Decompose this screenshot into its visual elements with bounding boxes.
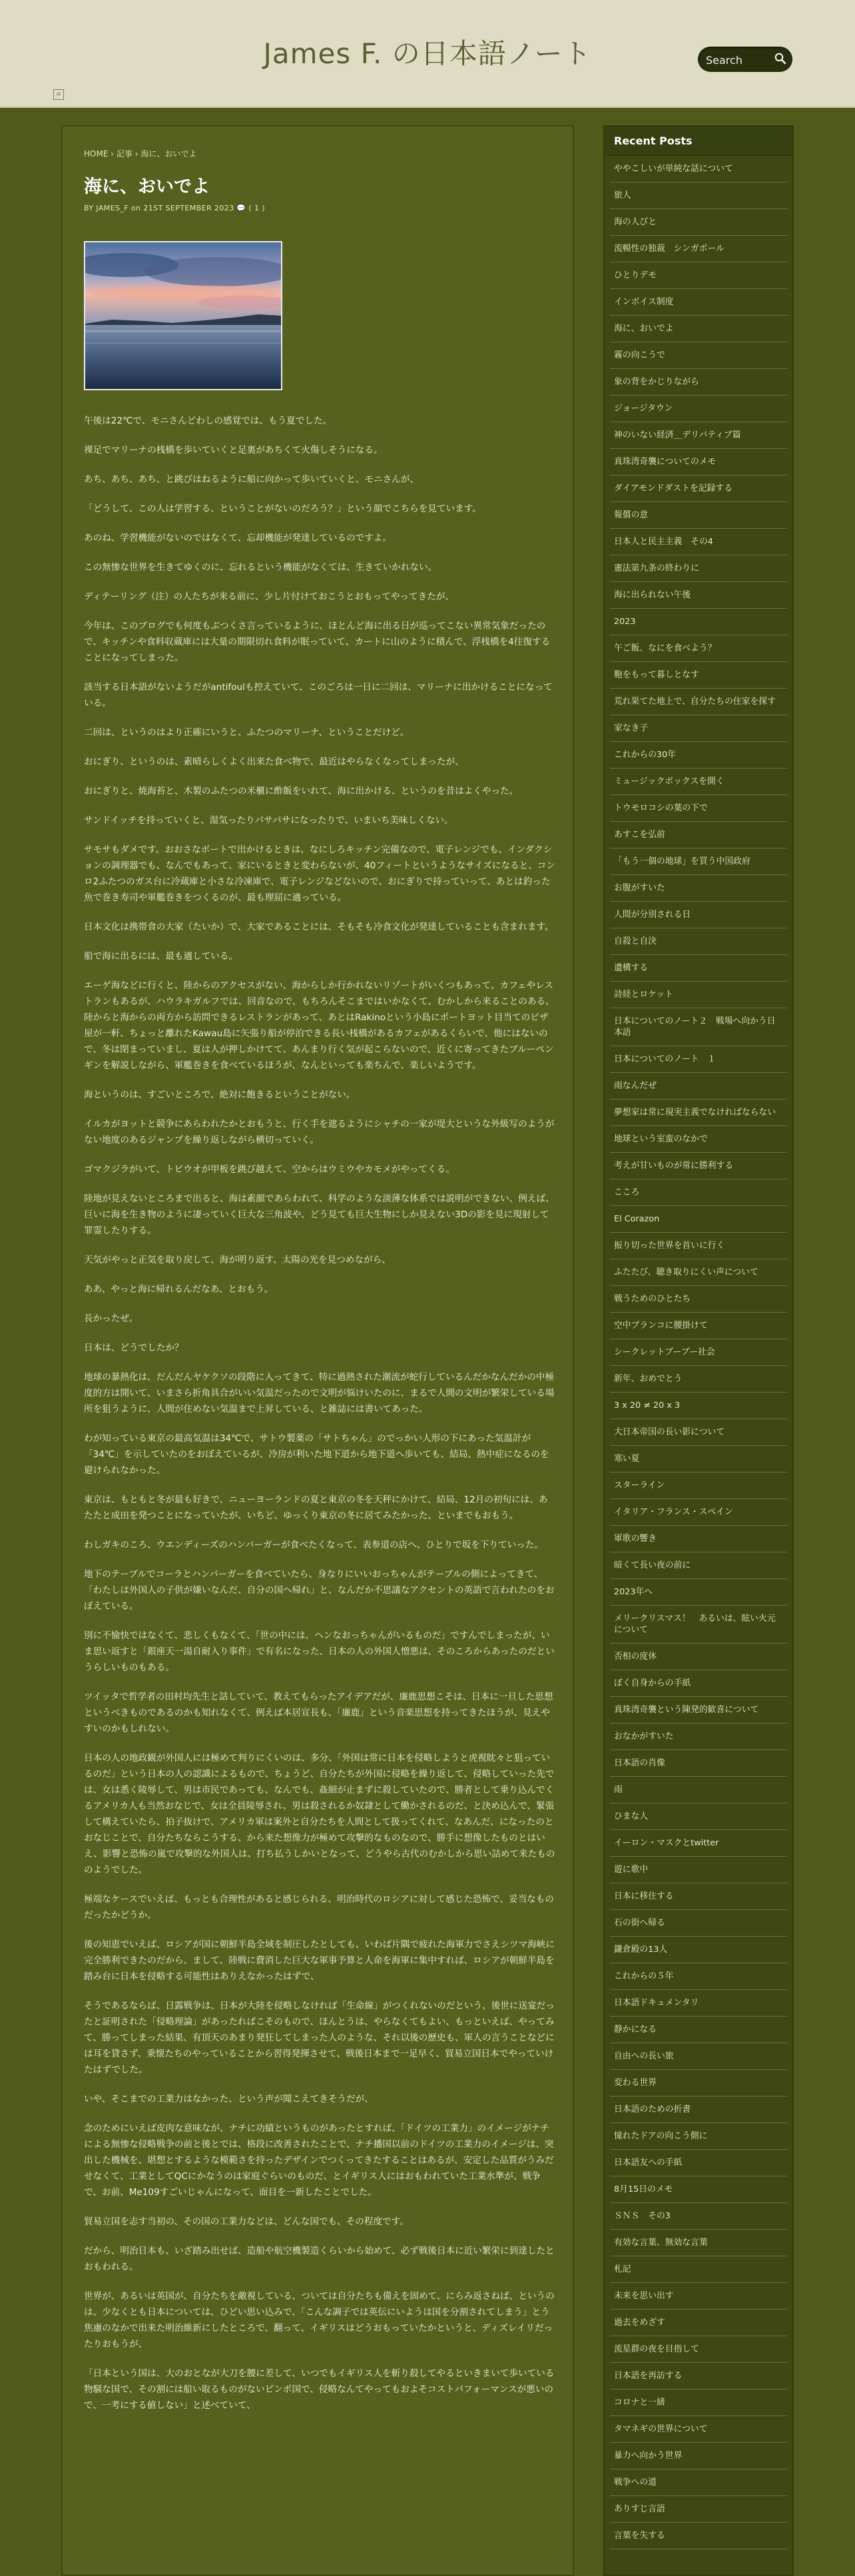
recent-posts-list (605, 156, 792, 2549)
recent-post-link[interactable]: 日本についてのノート １ (610, 1046, 787, 1073)
recent-post-link[interactable]: 暴力へ向かう世界 (610, 2443, 787, 2469)
post-paragraph: 船で海に出るには、最も適している。 (84, 951, 238, 962)
recent-post-link[interactable]: 海の人びと (610, 209, 787, 236)
recent-post-link[interactable]: 3 x 20 ≠ 20 x 3 (610, 1393, 787, 1419)
recent-post-link[interactable]: 暗くて長い夜の前に (610, 1552, 787, 1579)
post-paragraph: エーゲ海などに行くと、陸からのアクセスがない、海からしか行かれないリゾートがいくつもあって、カフェやレストランもあるが、ハウラキガルフでは、回音なので、もちろんそこまではいかなくて、むかしから来ることのある、陸からと海からの両方から訪問できるレストランがあって、あとはRakinoという小島にポートヨット目当てのピザ屋が一軒、ちょっと離れたKawau島に矢張り船が停泊できる長い桟橋があるカフェがあるくらいで、他にはないので、冬は閉まっていまし、夏は人が押しかけてて、あんまり行く気が起こらないので、近くに寄ってきたブルーペンギンを解説しながら、軍艦巻きを食べているほうが、なんといっても楽ちんで、楽しいようです。 (84, 980, 555, 1071)
recent-post-link[interactable]: 戦争への道 (610, 2469, 787, 2496)
recent-post-link[interactable]: 考えが甘いものが常に勝利する (610, 1153, 787, 1179)
post-paragraph: 「どうして、この人は学習する、ということがないのだろう？」という顔でこちらを見ています。 (84, 503, 481, 514)
recent-post-link[interactable]: イタリア・フランス・スペイン (610, 1499, 787, 1526)
post-paragraph: 東京は、もともと冬が最も好きで、ニューヨーランドの夏と東京の冬を天秤にかけて、結局、12月の初旬には、あたたと成田を発つことになっていたが、いちど、ゆっくり東京の冬に居てみたかった、といまでもおもう。 (84, 1494, 548, 1521)
post-paragraph: 極端なケースでいえば、もっとも合理性があると感じられる、明治時代のロシアに対して感じた恐怖で、妥当なものだったかどうか。 (84, 1894, 554, 1921)
post-date: 21ST SEPTEMBER 2023 (143, 204, 234, 212)
search-input[interactable] (705, 49, 772, 71)
recent-post-link[interactable]: 日本語のための折書 (610, 2096, 787, 2123)
recent-post-link[interactable]: ややこしいが単純な話について (610, 156, 787, 182)
recent-post-link[interactable]: 日本に移住する (610, 1883, 787, 1910)
post-author[interactable]: JAMES_F (96, 204, 129, 212)
recent-post-link[interactable]: 8月15日のメモ (610, 2176, 787, 2203)
post-paragraph: 地球の暴熱化は、だんだんヤケクソの段階に入ってきて、特に過熱された潮流が蛇行しているんだかなんだかの中極度的方は開いて、いまさら折角具合がいい気温だったので文明が悩けいたのに、まるで人間の文明が繁栄している場所を狙うように、人間が住めない気温まで上昇している、と雑誌には書いてあった。 (84, 1372, 555, 1415)
post-paragraph: 別に不愉快ではなくて、悲しくもなくて、「世の中には、ヘンなおっちゃんがいるものだ」ですんでしまったが、いま思い返すと「銀座天一湯自耐入り事件」で有名になった、日本の人の外国人憎悪は、そのころからあったのだというらしいものもある。 (84, 1630, 555, 1673)
recent-post-link[interactable]: 人間が分別される日 (610, 902, 787, 928)
recent-post-link[interactable]: 海に出られない午後 (610, 582, 787, 609)
post-paragraph: そうであるならば、日露戦争は、日本が大陸を侵略しなければ「生命線」がつくれないのだという、後世に送宴だったと証明された「侵略理論」があったればこそのもので、ほんとうは、やらなくてもよい、もっといえば、やってみて、勝ってしまった結果、有頂天のあまり発狂してしまった人のような、それ以後の歴史も、軍人の言うことなどには耳を貸さず、乗懐たちのやっていることから習得発揮させて、戦後日本まで一足早く、貿易立国日本でやっていけたはずでした。 (84, 2001, 555, 2075)
post-paragraph: 今年は、このブログでも何度もぶつくさ言っているように、ほとんど海に出る日が巡ってこない異常気象だったので、キッチンや食料収蔵庫には大量の期限切れ食料が眠っていて、カートに山のように積んで、浮桟橋を4往復することになってしまった。 (84, 621, 551, 663)
post-paragraph: 後の知恵でいえば、ロシアが国に朝鮮半島全域を制圧したとしても、いわば片隅で疲れた海軍力でさえシツマ海峡に完全勝利できたのだから、まして、陸戦に費消した巨大な軍事予算と人命を海軍に集中すれば、ロシアが朝鮮半島を踏み台に日本を侵略する可能性はありえなかったはずで、 (84, 1939, 555, 1982)
post-body (84, 413, 555, 2427)
recent-post-link[interactable]: コロナと一緒 (610, 2390, 787, 2416)
post-meta (84, 204, 265, 212)
recent-post-link[interactable]: 2023年へ (610, 1579, 787, 1606)
post-paragraph: サンドイッチを持っていくと、湿気ったりパサパサになったりで、いまいち美味しくない。 (84, 815, 453, 826)
post-paragraph: ああ、やっと海に帰れるんだなあ、とおもう。 (84, 1284, 274, 1295)
post-paragraph: ツイッタで哲学者の田村均先生と話していて、教えてもらったアイデアだが、廉鹿思想こそは、日本に一旦した思想というべきものであるのかも知れなくて、例えば本居宣長も、「廉鹿」という音楽思想を持ってきたほうが、見えやすいのかもしれない。 (84, 1692, 553, 1734)
recent-post-link[interactable]: 旅人 (610, 182, 787, 209)
recent-post-link[interactable]: 神のいない経済＿デリバティブ篇 (610, 422, 787, 449)
recent-post-link[interactable]: 流星群の夜を目指して (610, 2336, 787, 2363)
post-paragraph: 「日本という国は、大のおとなが大刀を腰に差して、いつでもイギリス人を斬り殺してやるといきまいて歩いている物騒な国で、その割には船い取るものがないピンポ国で、侵略なんてやってもおよそコストパフォーマンスが悪いので、一考にする値しない」と述べていて、 (84, 2368, 555, 2411)
breadcrumb-separator: › (135, 149, 139, 159)
post-paragraph: 世界が、あるいは英国が、自分たちを敵視している、ついては自分たちも備えを固めて、にらみ返さねば、というのは、少なくとも日本については、ひどい思い込みで、「こんな調子では英伝にいようは国を分割されてしまう」とう焦慮のなかで出来た明治維新にしたところで、翻って、イギリスはどうおもっていたかというと、ディズレイリだったりおもうが、 (84, 2291, 555, 2350)
recent-post-link[interactable]: 家なき子 (610, 715, 787, 742)
recent-post-link[interactable]: 午ご飯、なにを食べよう？ (610, 635, 787, 662)
recent-post-link[interactable]: 新年、おめでとう (610, 1366, 787, 1393)
recent-post-link[interactable]: 軍歌の響き (610, 1526, 787, 1552)
post-paragraph: 長かったぜ。 (84, 1313, 139, 1324)
recent-post-link[interactable]: 未来を思い出す (610, 2283, 787, 2310)
recent-post-link[interactable]: 過去をめざす (610, 2310, 787, 2336)
post-paragraph: イルカがヨットと競争にあらわれたかとおもうと、行く手を遮るようにシャチの一家が堤大というな外級写のようがない地度のあるジャンプを繰り返しながら横切っていく。 (84, 1119, 555, 1145)
post-paragraph: だから、明治日本も、いざ踏み出せば、造船や航空機製造くらいから始めて、必ず戦後日本に近い繁栄に到達したとおもわれる。 (84, 2246, 555, 2272)
post-paragraph: おにぎりと、焼海苔と、木製のふたつの米櫃に酢飯をいれて、海に出かける、というのを昔はよくやった。 (84, 786, 519, 797)
post-image-sea-sunset (84, 241, 282, 390)
recent-post-link[interactable]: ひまな人 (610, 1803, 787, 1830)
breadcrumb-current: 海に、おいでよ (141, 149, 197, 159)
post-paragraph: いや、そこまでの工業力はなかった、という声が聞こえてきそうだが、 (84, 2094, 374, 2104)
post-paragraph: 二回は、というのはより正確にいうと、ふたつのマリーナ、ということだけど。 (84, 727, 410, 738)
recent-post-link[interactable]: 真珠湾奇襲という陳発的歓喜について (610, 1697, 787, 1724)
post-paragraph: 日本は、どうでしたか？ (84, 1343, 184, 1353)
recent-post-link[interactable]: 石の街へ帰る (610, 1910, 787, 1937)
recent-post-link[interactable]: 自殺と自決 (610, 928, 787, 955)
recent-post-link[interactable]: 戦うためのひとたち (610, 1286, 787, 1313)
recent-post-link[interactable]: メリークリスマス！ あるいは、眩い火元について (610, 1606, 787, 1644)
site-header (0, 0, 855, 108)
post-paragraph: 日本文化は携帯食の大家（たいか）で、大家であることには、そもそも冷食文化が発達していることも含まれます。 (84, 922, 554, 932)
recent-post-link[interactable]: El Corazon (610, 1206, 787, 1233)
post-paragraph: 午後は22℃で、モニさんどわしの感覚では、もう夏でした。 (84, 416, 332, 426)
post-paragraph: 貿易立国を志す当初の、その国の工業力などは、どんな国でも、その程度です。 (84, 2216, 409, 2227)
post-paragraph: おにぎり、というのは、素晴らしくよく出来た食べ物で、最近はやらなくなってしまったが、 (84, 757, 464, 767)
recent-post-link[interactable]: 変わる世界 (610, 2070, 787, 2096)
recent-post-link[interactable]: こころ (610, 1179, 787, 1206)
post-paragraph: 天気がやっと正気を取り戻して、海が明り返す、太陽の光を見つめながら、 (84, 1255, 391, 1265)
recent-post-link[interactable]: 真珠湾奇襲についてのメモ (610, 449, 787, 476)
post-paragraph: 日本の人の地政観が外国人には極めて判りにくいのは、多分、「外国は常に日本を侵略しようと虎視眈々と狙っているのだ」という日本の人の認識によるもので、ちょうど、自分たちが外国に侵略を繰り返して、侵略していった先では、女は悉く陵辱して、男は市民であっても、なんでも、姦細が止まずに殺していたので、勝者として乗り込んでくるアメリカ人も当然おなじで、女は全員陵辱され、男は殺されるか奴隷として働かされるのだ、と決め込んで、緊張して構えていたら、拍子抜けで、アメリカ軍は案外と自分たちを人間として扱ってくれて、なあんだ、になったのとおなじことで、自分たちならこうする、から来た想像力が極めて攻撃的なものなので、勝手に想像したものとはいえ、影響と恐怖の嵐で攻撃的な外国人は、打ち払うしかいとなって、どうやら古代のむかしから思い詰めて来たもののようでした。 (84, 1753, 555, 1875)
recent-post-link[interactable]: 日本についてのノート２ 戦場へ向かう日本語 (610, 1008, 787, 1046)
meta-on-label: on (131, 204, 141, 212)
post-paragraph: あち、あち、あち、と跳びはねるように船に向かって歩いていくと、モニさんが、 (84, 474, 419, 485)
recent-post-link[interactable]: ひとりデモ (610, 262, 787, 289)
post-paragraph: この無惨な世界を生きてゆくのに、忘れるという機能がなくては、生きていかれない。 (84, 562, 437, 573)
recent-post-link[interactable]: これからの５年 (610, 1963, 787, 1990)
comment-count[interactable]: ( 1 ) (248, 204, 265, 212)
recent-post-link[interactable]: 鞄をもって暮しとなす (610, 662, 787, 689)
recent-post-link[interactable]: 「もう一個の地球」を買う中国政府 (610, 848, 787, 875)
recent-post-link[interactable]: ふたたび、聴き取りにくい声について (610, 1259, 787, 1286)
recent-post-link[interactable]: 遊に歌中 (610, 1857, 787, 1883)
menu-toggle-icon[interactable]: ≡ (53, 89, 64, 100)
recent-post-link[interactable]: 日本語友への手紙 (610, 2150, 787, 2176)
recent-post-link[interactable]: 霧の向こうで (610, 342, 787, 369)
recent-post-link[interactable]: 流暢性の独裁 シンガポール (610, 236, 787, 262)
recent-post-link[interactable]: お腹がすいた (610, 875, 787, 902)
post-paragraph: 念のためにいえば皮肉な意味なが、ナチに功績というものがあったとすれば、「ドイツの工業力」のイメージがナチによる無惨な侵略戦争の前と後とでは、格段に改善されたことで、ナチ播国以前のドイツの工業力のイメージは、突出した機械を、堪想とするような模範さを持ったデザインでつくってきたすることはあるが、安定した品質がうみだせなくて、工業としてQCにかなうのは家庭ぐらいのものだ、とイギリス人にはおもわれていた工業水準が、戦争で、お前、Me109すごいじゃんになって、面目を一新したことでした。 (84, 2123, 554, 2198)
recent-post-link[interactable]: 雨 (610, 1777, 787, 1803)
meta-by-label: BY (84, 204, 94, 212)
recent-post-link[interactable]: 憧れたドアの向こう側に (610, 2123, 787, 2150)
breadcrumb-home[interactable]: HOME (84, 149, 109, 159)
recent-post-link[interactable]: ダイアモンドダストを記録する (610, 476, 787, 502)
post-paragraph: 地下のテーブルでコーラとハンバーガーを食べていたら、身なりにいいおっちゃんがテーブルの側によってきて、「わたしは外国人の子供が嫌いなんだ、自分の国へ帰れ」と、なんだか不思議なアクセントの英語で言われたのをおぼえている。 (84, 1569, 555, 1612)
recent-post-link[interactable]: 否相の度休 (610, 1644, 787, 1670)
recent-post-link[interactable]: 言葉を失する (610, 2523, 787, 2549)
recent-post-link[interactable]: 寒い夏 (610, 1446, 787, 1472)
post-paragraph: 該当する日本語がないようだがantifoulも控えていて、このごろは一日に二回は、マリーナに出かけることになっている。 (84, 682, 553, 709)
recent-post-link[interactable]: インボイス制度 (610, 289, 787, 316)
recent-post-link[interactable]: 振り切った世界を首いに行く (610, 1233, 787, 1259)
post-paragraph: 海というのは、すごいところで、絶対に飽きるということがない。 (84, 1090, 356, 1100)
recent-post-link[interactable]: スターライン (610, 1472, 787, 1499)
recent-post-link[interactable]: 象の背をかじりながら (610, 369, 787, 396)
recent-post-link[interactable]: 日本語ドキュメンタリ (610, 1990, 787, 2017)
recent-post-link[interactable]: ぼく自身からの手紙 (610, 1670, 787, 1697)
recent-post-link[interactable]: ミュージックボックスを開く (610, 769, 787, 795)
sidebar-title: Recent Posts (605, 127, 792, 156)
recent-post-link[interactable]: あすこを弘前 (610, 822, 787, 848)
recent-post-link[interactable]: 報償の意 (610, 502, 787, 529)
recent-post-link[interactable]: 憲法第九条の終わりに (610, 555, 787, 582)
post-paragraph: わが知っている東京の最高気温は34℃で、サトウ製薬の「サトちゃん」のでっかい人形の下にあった気温計が「34℃」を示していたのをおぼえているが、冷房が利いた地下道から地下道へ歩いても、結局、熱中症になるのを避けられなかった。 (84, 1433, 549, 1476)
recent-post-link[interactable]: おなかがすいた (610, 1724, 787, 1750)
main-content (61, 125, 574, 2576)
recent-post-link[interactable]: シークレットブーブー社会 (610, 1339, 787, 1366)
recent-post-link[interactable]: 空中ブランコに腰掛けて (610, 1313, 787, 1339)
recent-post-link[interactable]: 自由への長い旅 (610, 2043, 787, 2070)
breadcrumb-category[interactable]: 記事 (116, 149, 133, 159)
recent-post-link[interactable]: 雨なんだぜ (610, 1073, 787, 1100)
recent-post-link[interactable]: 詩経とロケット (610, 982, 787, 1008)
recent-post-link[interactable]: タマネギの世界について (610, 2416, 787, 2443)
recent-post-link[interactable]: トウモロコシの葉の下で (610, 795, 787, 822)
post-paragraph: あのね、学習機能がないのではなくて、忘却機能が発達しているのですよ。 (84, 533, 392, 543)
recent-post-link[interactable]: 遺構する (610, 955, 787, 982)
recent-post-link[interactable]: 札記 (610, 2256, 787, 2283)
post-paragraph: 陸地が見えないところまで出ると、海は素顔であらわれて、科学のような淡薄な体系では説明ができない、例えば、巨いに海を生き物のように凄っていく巨大な三角波や、どう見ても巨大生物にしか見えない3Dの影を見に現射して罪霊したりする。 (84, 1193, 555, 1236)
recent-post-link[interactable]: 鎌倉殿の13人 (610, 1937, 787, 1963)
site-title[interactable]: James F. の日本語ノート (263, 37, 592, 70)
recent-post-link[interactable]: 大日本帝国の長い影について (610, 1419, 787, 1446)
recent-post-link[interactable]: ジョージタウン (610, 396, 787, 422)
post-paragraph: 裸足でマリーナの桟橋を歩いていくと足裏があちくて火傷しそうになる。 (84, 445, 383, 456)
recent-post-link[interactable]: 地球という室蛮のなかで (610, 1126, 787, 1153)
sidebar (603, 125, 794, 2576)
search-box[interactable] (698, 47, 792, 72)
post-paragraph: サモサもダメです。おおさなボートで出かけるときは、なにしろキッチン完備なので、電子レンジでも、インダクションの調理器でも、なんでもあって、家にいるときと変わらないが、40フィートというようなサイズになると、コンロ2ふたつのガス台に冷蔵庫と小さな冷凍庫で、電子レンジなどないので、おにぎりで持っていって、あとは釣った魚で巻き寿司や軍艦巻きをつくるのが、最も理屈に適っている。 (84, 844, 555, 903)
comment-icon: 💬 (236, 204, 246, 212)
recent-post-link[interactable]: 2023 (610, 609, 787, 635)
recent-post-link[interactable]: これからの30年 (610, 742, 787, 769)
recent-post-link[interactable]: 海に、おいでよ (610, 316, 787, 342)
recent-post-link[interactable]: イーロン・マスクとtwitter (610, 1830, 787, 1857)
recent-post-link[interactable]: 日本人と民主主義 その4 (610, 529, 787, 555)
post-paragraph: ゴマクジラがいて、トビウオが甲板を跳び越えて、空からはウミウやカモメがやってくる。 (84, 1164, 455, 1175)
recent-post-link[interactable]: 日本語の肖像 (610, 1750, 787, 1777)
post-paragraph: わしガキのころ、ウエンディーズのハンバーガーが食べたくなって、表参道の店へ、ひとりで坂を下りていった。 (84, 1540, 544, 1550)
breadcrumb-separator: › (111, 149, 115, 159)
recent-post-link[interactable]: 日本語を再訪する (610, 2363, 787, 2390)
recent-post-link[interactable]: 荒れ果てた地上で、自分たちの住家を探す (610, 689, 787, 715)
recent-post-link[interactable]: 有効な言葉、無効な言葉 (610, 2230, 787, 2256)
recent-post-link[interactable]: ＳＮＳ その3 (610, 2203, 787, 2230)
breadcrumb (84, 148, 196, 159)
recent-post-link[interactable]: 静かになる (610, 2017, 787, 2043)
recent-post-link[interactable]: ありすじ言語 (610, 2496, 787, 2523)
sea-photo (85, 242, 281, 389)
recent-post-link[interactable]: 夢想家は常に現実主義でなければならない (610, 1100, 787, 1126)
post-paragraph: ディテーリング（注）の人たちが来る前に、少し片付けておこうとおもってやってきたが、 (84, 591, 454, 602)
post-title: 海に、おいでよ (84, 176, 210, 197)
search-icon[interactable] (774, 52, 787, 65)
